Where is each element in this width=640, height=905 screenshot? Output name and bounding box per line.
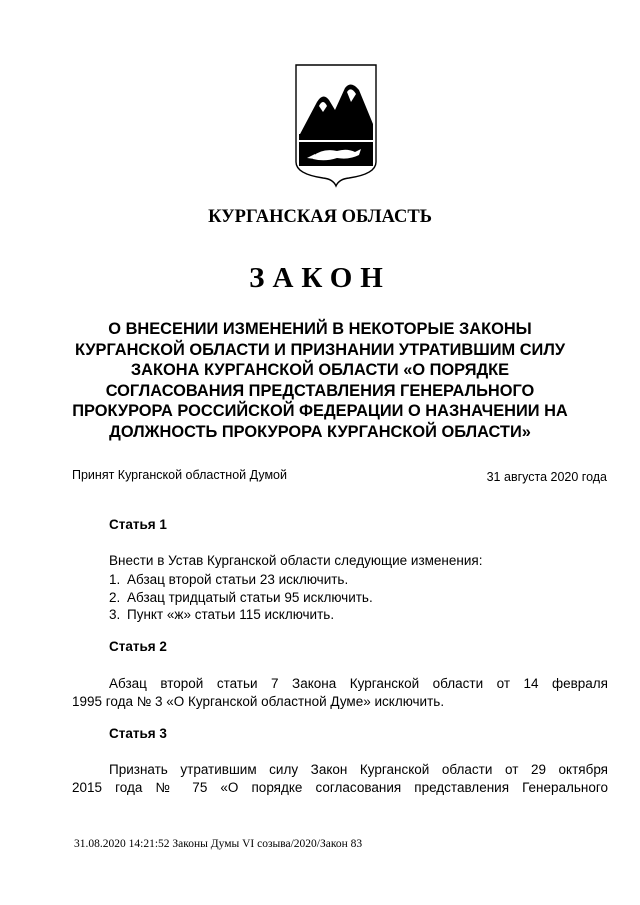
article-3-line: 2015 года № 75 «О порядке согласования представления Генерального [72, 780, 608, 795]
law-title-line: ПРОКУРОРА РОССИЙСКОЙ ФЕДЕРАЦИИ О НАЗНАЧЕНИИ НА [72, 402, 568, 420]
list-number: 1. [109, 572, 121, 587]
article-2-line: Абзац второй статьи 7 Закона Курганской области от 14 февраля [109, 676, 608, 691]
law-title [60, 319, 580, 442]
adoption-date: 31 августа 2020 года [486, 470, 607, 484]
article-1-intro: Внести в Устав Курганской области следующие изменения: [109, 553, 483, 568]
law-title-line: СОГЛАСОВАНИЯ ПРЕДСТАВЛЕНИЯ ГЕНЕРАЛЬНОГО [105, 381, 535, 400]
law-title-line: КУРГАНСКОЙ ОБЛАСТИ И ПРИЗНАНИИ УТРАТИВШИМ СИЛУ [74, 340, 566, 359]
article-2-heading: Статья 2 [109, 639, 167, 654]
region-name: КУРГАНСКАЯ ОБЛАСТЬ [208, 207, 432, 227]
article-1-heading: Статья 1 [109, 517, 167, 532]
coat-of-arms-emblem [293, 62, 379, 188]
footer-stamp: 31.08.2020 14:21:52 Законы Думы VI созыва/2020/Закон 83 [74, 838, 363, 850]
article-1-item [109, 607, 334, 622]
article-3-heading: Статья 3 [109, 726, 167, 741]
document-type: ЗАКОН [249, 262, 391, 294]
article-3-line: Признать утратившим силу Закон Курганской области от 29 октября [109, 762, 608, 777]
list-text: Пункт «ж» статьи 115 исключить. [127, 607, 335, 622]
law-title-line: ЗАКОНА КУРГАНСКОЙ ОБЛАСТИ «О ПОРЯДКЕ [130, 361, 510, 379]
law-title-line: ДОЛЖНОСТЬ ПРОКУРОРА КУРГАНСКОЙ ОБЛАСТИ» [109, 422, 531, 441]
list-number: 3. [109, 607, 121, 622]
article-2-line: 1995 года № 3 «О Курганской областной Думе» исключить. [72, 694, 445, 709]
article-1-item [109, 572, 348, 587]
article-1-item [109, 590, 373, 605]
law-title-line: О ВНЕСЕНИИ ИЗМЕНЕНИЙ В НЕКОТОРЫЕ ЗАКОНЫ [108, 320, 532, 338]
list-text: Абзац тридцатый статьи 95 исключить. [127, 590, 373, 605]
list-number: 2. [109, 590, 121, 605]
list-text: Абзац второй статьи 23 исключить. [127, 572, 349, 587]
adopted-by: Принят Курганской областной Думой [72, 468, 287, 482]
